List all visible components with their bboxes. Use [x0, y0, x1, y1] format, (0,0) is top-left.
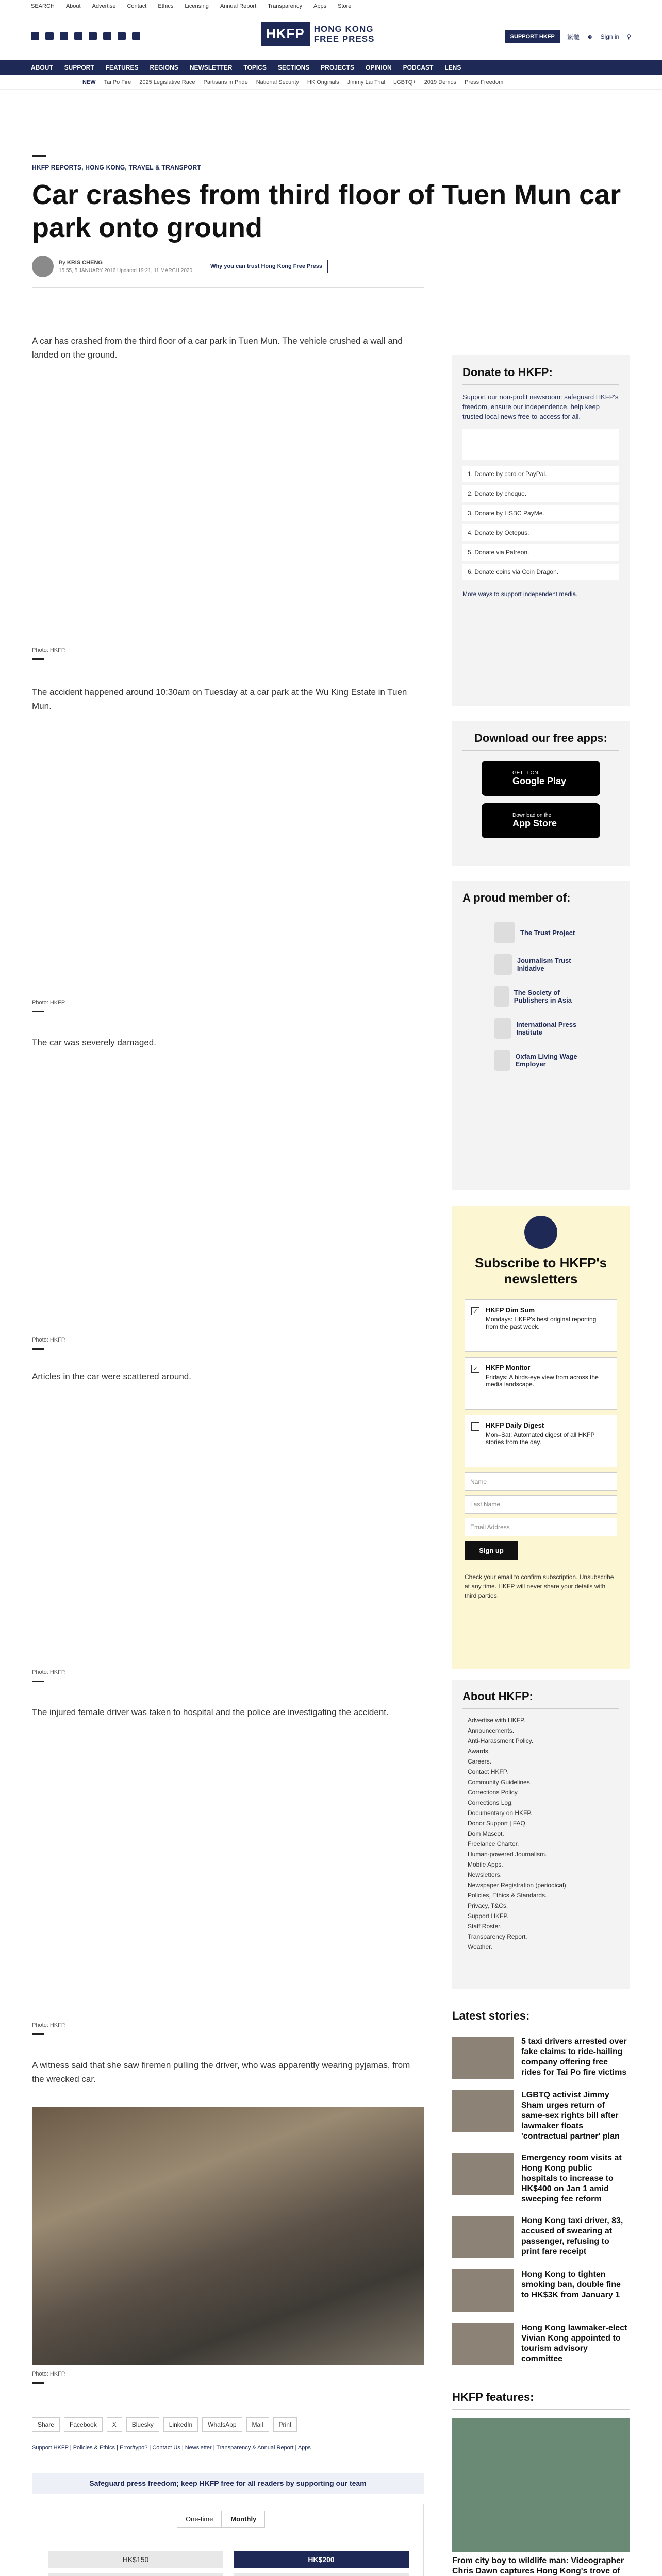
newsletter-option[interactable] [465, 1299, 617, 1352]
member-logo[interactable] [494, 921, 587, 944]
advertise-link[interactable]: Advertise [92, 3, 116, 9]
hkfp-badge-icon [524, 1216, 557, 1249]
about-link[interactable]: Freelance Charter. [468, 1840, 519, 1848]
trending-link[interactable]: Press Freedom [465, 79, 504, 86]
nav-sections[interactable]: SECTIONS [277, 64, 310, 71]
about-sidebar-box [452, 1680, 630, 1989]
about-link[interactable]: Corrections Policy. [468, 1789, 519, 1796]
google-play-button[interactable] [482, 761, 600, 796]
trust-button[interactable]: Why you can trust Hong Kong Free Press [205, 260, 328, 273]
latest-stories [452, 1999, 630, 2377]
donate-title: Donate to HKFP: [462, 366, 553, 379]
share-facebook-button[interactable]: Facebook [64, 2417, 103, 2432]
caption-bar [32, 658, 44, 660]
share-linkedin-button[interactable]: LinkedIn [163, 2417, 198, 2432]
support-hkfp-button[interactable]: SUPPORT HKFP [505, 30, 560, 43]
author-avatar [32, 256, 54, 277]
member-name: Oxfam Living Wage Employer [515, 1053, 577, 1068]
newsletter-name: HKFP Dim Sum [486, 1306, 535, 1314]
more-ways-link[interactable]: More ways to support independent media. [462, 590, 578, 598]
transparency-link[interactable]: Transparency [268, 3, 302, 9]
about-link[interactable]: Transparency Report. [468, 1933, 527, 1940]
payment-icons [462, 429, 619, 460]
about-link[interactable]: Careers. [468, 1758, 492, 1765]
donate-option[interactable]: 2. Donate by cheque. [462, 485, 619, 502]
linkedin-icon[interactable] [89, 32, 97, 40]
member-logo[interactable] [494, 1048, 587, 1072]
sign-in-link[interactable]: Sign in [600, 33, 620, 40]
donate-sidebar-box [452, 355, 630, 706]
about-link[interactable]: Donor Support | FAQ. [468, 1820, 527, 1827]
amount-option-other[interactable] [234, 2573, 409, 2576]
share-bluesky-button[interactable]: Bluesky [126, 2417, 159, 2432]
hkfp-logo[interactable] [261, 22, 374, 46]
divider [462, 1708, 619, 1709]
divider [462, 750, 619, 751]
top-utility-bar [0, 0, 662, 12]
divider [452, 2409, 630, 2410]
about-title: About HKFP: [462, 1690, 533, 1703]
members-sidebar-box [452, 881, 630, 1190]
article-paragraph: The accident happened around 10:30am on Tuesday at a car park at the Wu King Estate in Tuen Mun. [32, 687, 407, 711]
search-link[interactable]: SEARCH [31, 3, 55, 9]
share-bar [32, 2417, 297, 2432]
article-paragraph: The car was severely damaged. [32, 1038, 156, 1047]
trust-project-icon [494, 922, 515, 943]
user-icon[interactable]: ☻ [586, 33, 593, 40]
nav-newsletter[interactable]: NEWSLETTER [189, 64, 233, 71]
name-input[interactable]: Name [465, 1472, 617, 1491]
member-logo[interactable] [494, 953, 587, 976]
contact-link[interactable]: Contact [127, 3, 147, 9]
member-name: The Trust Project [520, 928, 575, 937]
author-name[interactable]: KRIS CHENG [67, 259, 103, 266]
one-time-tab[interactable]: One-time [177, 2511, 222, 2528]
member-logo[interactable] [494, 1016, 587, 1040]
sopa-icon [494, 986, 509, 1007]
members-title: A proud member of: [462, 891, 571, 904]
photo-caption: Photo: HKFP. [32, 2371, 66, 2377]
about-link[interactable]: Awards. [468, 1748, 490, 1755]
byline-text: By KRIS CHENG 15:55, 5 JANUARY 2016 Updated 19:21, 11 MARCH 2020 [59, 259, 193, 274]
nav-features[interactable]: FEATURES [105, 64, 139, 71]
share-label: Share [32, 2417, 60, 2432]
donate-option[interactable]: 3. Donate by HSBC PayMe. [462, 505, 619, 521]
article-paragraph: The injured female driver was taken to hospital and the police are investigating the accident. [32, 1707, 389, 1717]
newsletter-name: HKFP Daily Digest [486, 1421, 544, 1429]
feature-item[interactable] [452, 2418, 630, 2576]
photo-caption: Photo: HKFP. [32, 1669, 66, 1675]
nav-podcast[interactable]: PODCAST [403, 64, 434, 71]
story-thumbnail [452, 2037, 514, 2079]
logo-line-1: HONG KONG [313, 24, 374, 34]
rss-icon[interactable] [132, 32, 140, 40]
donate-option[interactable]: 6. Donate coins via Coin Dragon. [462, 564, 619, 580]
member-logo[interactable] [494, 985, 587, 1008]
share-whatsapp-button[interactable]: WhatsApp [202, 2417, 242, 2432]
nav-topics[interactable]: TOPICS [243, 64, 267, 71]
trending-link[interactable]: 2019 Demos [424, 79, 457, 86]
header-actions [505, 30, 631, 43]
share-x-button[interactable]: X [107, 2417, 122, 2432]
nav-lens[interactable]: LENS [444, 64, 461, 71]
article-header [32, 155, 621, 288]
site-header [0, 12, 662, 60]
nav-projects[interactable]: PROJECTS [321, 64, 354, 71]
member-name: The Society of Publishers in Asia [514, 989, 572, 1004]
ipi-icon [494, 1018, 511, 1039]
about-link[interactable]: Staff Roster. [468, 1923, 502, 1930]
about-link[interactable]: Support HKFP. [468, 1912, 509, 1920]
social-links [31, 32, 140, 40]
threads-icon[interactable] [74, 32, 82, 40]
story-title[interactable]: 5 taxi drivers arrested over fake claims to ride-hailing company offering free rides for Tai Po fire victims [521, 2037, 627, 2077]
support-links[interactable]: Support HKFP | Policies & Ethics | Error/typo? | Contact Us | Newsletter | Transparency & Annual Report | Apps [32, 2445, 311, 2451]
trending-link[interactable]: Partisans in Pride [203, 79, 248, 86]
article-paragraph: Articles in the car were scattered around. [32, 1371, 191, 1381]
story-thumbnail [452, 2216, 514, 2258]
story-item[interactable] [452, 2216, 630, 2258]
about-link[interactable]: Newspaper Registration (periodical). [468, 1882, 568, 1889]
story-title[interactable]: Emergency room visits at Hong Kong public hospitals to increase to HK$400 on Jan 1 amid sweeping fee reform [521, 2154, 622, 2204]
story-thumbnail [452, 2090, 514, 2132]
trending-link[interactable]: 2025 Legislative Race [139, 79, 195, 86]
instagram-icon[interactable] [60, 32, 68, 40]
nav-opinion[interactable]: OPINION [365, 64, 392, 71]
app-store-small: Download on the [512, 812, 552, 818]
about-link[interactable]: Dom Mascot. [468, 1830, 504, 1837]
story-thumbnail [452, 2323, 514, 2365]
about-link[interactable]: Newsletters. [468, 1871, 502, 1878]
byline [32, 256, 424, 277]
story-item[interactable] [452, 2153, 630, 2205]
article-categories[interactable]: HKFP REPORTS, HONG KONG, TRAVEL & TRANSPORT [32, 164, 201, 171]
about-link[interactable]: About [65, 3, 81, 9]
email-input[interactable]: Email Address [465, 1518, 617, 1536]
share-mail-button[interactable]: Mail [246, 2417, 269, 2432]
newsletter-desc: Mondays: HKFP's best original reporting from the past week. [486, 1316, 597, 1330]
sign-up-button[interactable]: Sign up [465, 1541, 518, 1560]
apps-sidebar-box [452, 721, 630, 866]
article-paragraph: A car has crashed from the third floor of a car park in Tuen Mun. The vehicle crushed a wall and landed on the ground. [32, 336, 403, 360]
apps-title: Download our free apps: [474, 732, 607, 744]
donate-text[interactable]: Support our non-profit newsroom: safeguard HKFP's freedom, ensure our independence, help keep trusted local news free-to-access for all. [462, 393, 619, 420]
trending-bar [0, 75, 662, 90]
photo-caption: Photo: HKFP. [32, 647, 66, 653]
facebook-icon[interactable] [31, 32, 39, 40]
newsletter-desc: Mon–Sat: Automated digest of all HKFP stories from the day. [486, 1431, 595, 1446]
feature-image [452, 2418, 630, 2552]
frequency-toggle [177, 2511, 265, 2528]
newsletter-title: Subscribe to HKFP's newsletters [474, 1255, 607, 1286]
trending-link[interactable]: National Security [256, 79, 299, 86]
story-title[interactable]: Hong Kong lawmaker-elect Vivian Kong appointed to tourism advisory committee [521, 2324, 627, 2363]
newsletter-desc: Fridays: A birds-eye view from across the media landscape. [486, 1374, 599, 1388]
caption-bar [32, 1348, 44, 1350]
article-title: Car crashes from third floor of Tuen Mun car park onto ground [32, 179, 621, 243]
newsletter-name: HKFP Monitor [486, 1364, 531, 1371]
caption-bar [32, 1011, 44, 1012]
about-link[interactable]: Documentary on HKFP. [468, 1809, 533, 1817]
feature-title[interactable]: From city boy to wildlife man: Videographer Chris Dawn captures Hong Kong's trove of [452, 2556, 624, 2575]
checkbox[interactable] [471, 1422, 479, 1431]
main-nav [0, 60, 662, 75]
ethics-link[interactable]: Ethics [158, 3, 174, 9]
header-divider [32, 287, 424, 288]
print-button[interactable]: Print [273, 2417, 297, 2432]
story-item[interactable] [452, 2090, 630, 2142]
newsletter-option[interactable] [465, 1357, 617, 1410]
amount-option[interactable]: HK$150 [48, 2551, 223, 2568]
search-icon[interactable]: ⚲ [626, 33, 631, 40]
google-play-small: GET IT ON [512, 770, 538, 776]
caption-bar [32, 2033, 44, 2035]
trending-link[interactable]: Tai Po Fire [104, 79, 131, 86]
caption-bar [32, 1681, 44, 1682]
google-play-label: Google Play [512, 776, 567, 786]
about-link[interactable]: Announcements. [468, 1727, 515, 1734]
features-section [452, 2380, 630, 2576]
newsletter-note: Check your email to confirm subscription. Unsubscribe at any time. HKFP will never share your details with third parties. [465, 1573, 614, 1599]
app-store-button[interactable] [482, 803, 600, 838]
article-dates: 15:55, 5 JANUARY 2016 Updated 19:21, 11 MARCH 2020 [59, 267, 193, 274]
living-wage-icon [494, 1050, 510, 1071]
app-store-label: App Store [512, 818, 557, 828]
new-badge: NEW [82, 79, 96, 86]
apps-link[interactable]: Apps [313, 3, 327, 9]
checkbox[interactable]: ✓ [471, 1365, 479, 1373]
article-paragraph: A witness said that she saw firemen pulling the driver, who was apparently wearing pyjamas, from the wrecked car. [32, 2060, 410, 2084]
nav-regions[interactable]: REGIONS [150, 64, 178, 71]
about-link[interactable]: Corrections Log. [468, 1799, 514, 1806]
about-link[interactable]: Privacy, T&Cs. [468, 1902, 508, 1909]
about-link[interactable]: Contact HKFP. [468, 1768, 508, 1775]
donate-option[interactable]: 1. Donate by card or PayPal. [462, 466, 619, 482]
about-link[interactable]: Policies, Ethics & Standards. [468, 1892, 547, 1899]
crash-scene-photo [32, 2107, 424, 2365]
monthly-tab[interactable]: Monthly [222, 2511, 265, 2528]
about-list [452, 1715, 630, 1952]
newsletter-box [452, 1206, 630, 1669]
story-title[interactable]: LGBTQ activist Jimmy Sham urges return of same-sex rights bill after lawmaker floats 'contractual partner' plan [521, 2091, 620, 2141]
jti-icon [494, 954, 512, 975]
about-link[interactable]: Community Guidelines. [468, 1778, 532, 1786]
annual-report-link[interactable]: Annual Report [220, 3, 257, 9]
mail-icon[interactable] [118, 32, 126, 40]
last-name-input[interactable]: Last Name [465, 1495, 617, 1514]
store-link[interactable]: Store [338, 3, 352, 9]
photo-caption: Photo: HKFP. [32, 999, 66, 1006]
donate-option[interactable]: 4. Donate by Octopus. [462, 524, 619, 541]
licensing-link[interactable]: Licensing [185, 3, 209, 9]
checkbox[interactable]: ✓ [471, 1307, 479, 1315]
amount-option[interactable] [48, 2573, 223, 2576]
story-item[interactable] [452, 2323, 630, 2365]
trending-link[interactable]: Jimmy Lai Trial [347, 79, 385, 86]
article-image [32, 371, 424, 639]
amount-option-selected[interactable]: HK$200 [234, 2551, 409, 2568]
about-link[interactable]: Weather. [468, 1943, 492, 1951]
caption-bar [32, 2382, 44, 2384]
logo-text [314, 24, 375, 44]
member-name: International Press Institute [516, 1021, 577, 1036]
about-link[interactable]: Advertise with HKFP. [468, 1717, 525, 1724]
story-item[interactable] [452, 2269, 630, 2312]
nav-support[interactable]: SUPPORT [64, 64, 94, 71]
member-name: Journalism Trust Initiative [517, 957, 571, 972]
story-title[interactable]: Hong Kong to tighten smoking ban, double fine to HK$3K from January 1 [521, 2270, 621, 2299]
photo-caption: Photo: HKFP. [32, 2022, 66, 2028]
story-item[interactable] [452, 2037, 630, 2079]
youtube-icon[interactable] [103, 32, 111, 40]
photo-caption: Photo: HKFP. [32, 1337, 66, 1343]
trending-link[interactable]: HK Originals [307, 79, 339, 86]
about-link[interactable]: Human-powered Journalism. [468, 1851, 547, 1858]
trending-link[interactable]: LGBTQ+ [393, 79, 416, 86]
about-link[interactable]: Anti-Harassment Policy. [468, 1737, 534, 1744]
donate-widget [32, 2504, 424, 2576]
latest-title: Latest stories: [452, 2009, 530, 2022]
language-link[interactable]: 繁體 [567, 33, 580, 41]
about-link[interactable]: Mobile Apps. [468, 1861, 503, 1868]
features-title: HKFP features: [452, 2391, 534, 2403]
logo-mark: HKFP [261, 22, 310, 46]
accent-bar [32, 155, 46, 157]
story-thumbnail [452, 2153, 514, 2195]
story-title[interactable]: Hong Kong taxi driver, 83, accused of swearing at passenger, refusing to print fare receipt [521, 2216, 623, 2256]
nav-about[interactable]: ABOUT [31, 64, 53, 71]
logo-line-2: FREE PRESS [313, 33, 375, 44]
story-thumbnail [452, 2269, 514, 2312]
x-icon[interactable] [45, 32, 54, 40]
newsletter-option[interactable] [465, 1415, 617, 1467]
donate-option[interactable]: 5. Donate via Patreon. [462, 544, 619, 561]
press-freedom-banner[interactable]: Safeguard press freedom; keep HKFP free for all readers by supporting our team [32, 2473, 424, 2494]
